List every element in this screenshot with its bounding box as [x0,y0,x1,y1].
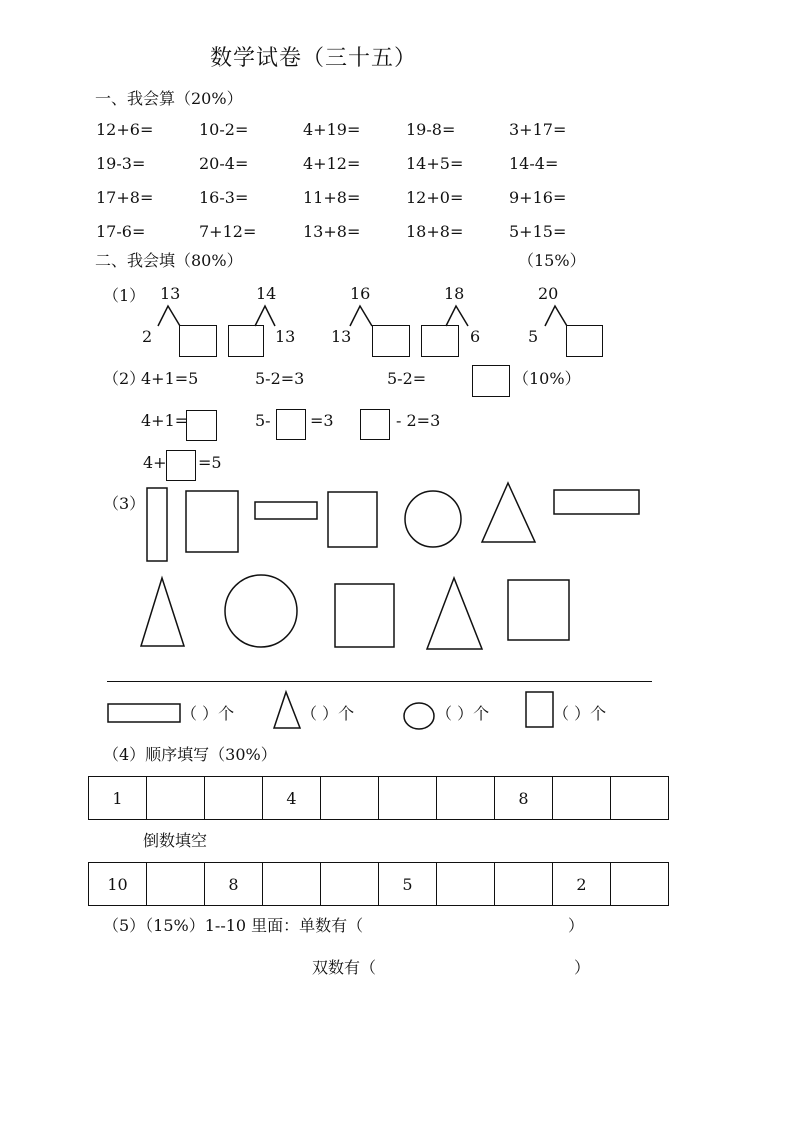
q2-label: （2） [103,369,146,388]
q2-equation: 4+1= [141,411,189,430]
arith-item: 3+17= [509,120,567,139]
arith-item: 17-6= [96,222,146,241]
q3-label: （3） [103,494,146,513]
section1-heading: 一、我会算（20%） [95,89,243,108]
table-row [89,777,669,820]
rectangle-shape [255,502,317,519]
square-shape [328,492,377,547]
sequence-cell[interactable] [611,863,669,906]
square-shape [335,584,394,647]
circle-icon [404,703,434,729]
rectangle-icon [108,704,180,722]
triangle-shape [482,483,535,542]
sequence-cell[interactable]: 4 [263,777,321,820]
count-answer[interactable]: （ ）个 [553,704,607,723]
arith-item: 4+19= [303,120,361,139]
page-title: 数学试卷（三十五） [210,46,418,71]
arith-item: 9+16= [509,188,567,207]
count-answer[interactable]: （ ）个 [301,704,355,723]
section2-heading: 二、我会填（80%） [95,251,243,270]
arith-item: 14+5= [406,154,464,173]
section2-percent: （15%） [518,251,586,270]
arith-item: 16-3= [199,188,249,207]
sequence-cell[interactable] [611,777,669,820]
arith-item: 12+0= [406,188,464,207]
arith-item: 18+8= [406,222,464,241]
q5-close-paren: ） [568,916,585,935]
sequence-cell[interactable] [205,777,263,820]
reverse-sequence-table [88,862,669,906]
q5-label-2: 双数有（ [312,958,377,977]
square-shape [508,580,569,640]
sequence-cell[interactable] [553,777,611,820]
sequence-cell[interactable] [495,863,553,906]
triangle-icon [274,692,300,728]
sequence-cell[interactable] [321,777,379,820]
arith-item: 12+6= [96,120,154,139]
arith-item: 17+8= [96,188,154,207]
square-shape [186,491,238,552]
circle-shape [225,575,297,647]
circle-shape [405,491,461,547]
q2-equation: 5-2=3 [255,369,305,388]
sequence-cell[interactable] [321,863,379,906]
arith-item: 4+12= [303,154,361,173]
sequence-cell[interactable]: 8 [205,863,263,906]
rectangle-shape [147,488,167,561]
sequence-cell[interactable]: 1 [89,777,147,820]
square-icon [526,692,553,727]
q5-close-paren: ） [574,958,591,977]
q2-equation: 5-2= [387,369,427,388]
arith-item: 13+8= [303,222,361,241]
q1-label: （1） [103,286,146,305]
sequence-cell[interactable]: 2 [553,863,611,906]
arith-item: 14-4= [509,154,559,173]
q2-equation: 5- [255,411,271,430]
count-answer[interactable]: （ ）个 [181,704,235,723]
q5-label: （5）（15%）1--10 里面：单数有（ [103,916,364,935]
q2-equation: =3 [310,411,334,430]
rectangle-shape [554,490,639,514]
tree-given-number: 2 [142,327,153,346]
arith-item: 10-2= [199,120,249,139]
tree-top-number: 20 [538,284,559,303]
count-answer[interactable]: （ ）个 [436,704,490,723]
triangle-shape [427,578,482,649]
q2-equation: 4+ [143,453,167,472]
tree-top-number: 18 [444,284,465,303]
tree-given-number: 6 [470,327,481,346]
tree-top-number: 13 [160,284,181,303]
triangle-shape [141,578,184,646]
arith-item: 11+8= [303,188,361,207]
q2-equation: - 2=3 [396,411,441,430]
sequence-cell[interactable]: 5 [379,863,437,906]
sequence-cell[interactable] [147,777,205,820]
sequence-cell[interactable] [379,777,437,820]
tree-top-number: 16 [350,284,371,303]
sequence-cell[interactable] [147,863,205,906]
tree-given-number: 13 [331,327,352,346]
q2-percent: （10%） [513,369,581,388]
sequence-cell[interactable]: 8 [495,777,553,820]
tree-top-number: 14 [256,284,277,303]
arith-item: 19-8= [406,120,456,139]
q2-equation: =5 [198,453,222,472]
sequence-table [88,776,669,820]
divider [107,681,652,682]
sequence-cell[interactable] [437,863,495,906]
q2-equation: 4+1=5 [141,369,199,388]
arith-item: 20-4= [199,154,249,173]
tree-given-number: 5 [528,327,539,346]
q4-sub-label: 倒数填空 [143,831,208,850]
arith-item: 5+15= [509,222,567,241]
arith-item: 7+12= [199,222,257,241]
arith-item: 19-3= [96,154,146,173]
sequence-cell[interactable] [437,777,495,820]
sequence-cell[interactable] [263,863,321,906]
tree-given-number: 13 [275,327,296,346]
sequence-cell[interactable]: 10 [89,863,147,906]
q4-label: （4）顺序填写（30%） [103,745,277,764]
table-row [89,863,669,906]
